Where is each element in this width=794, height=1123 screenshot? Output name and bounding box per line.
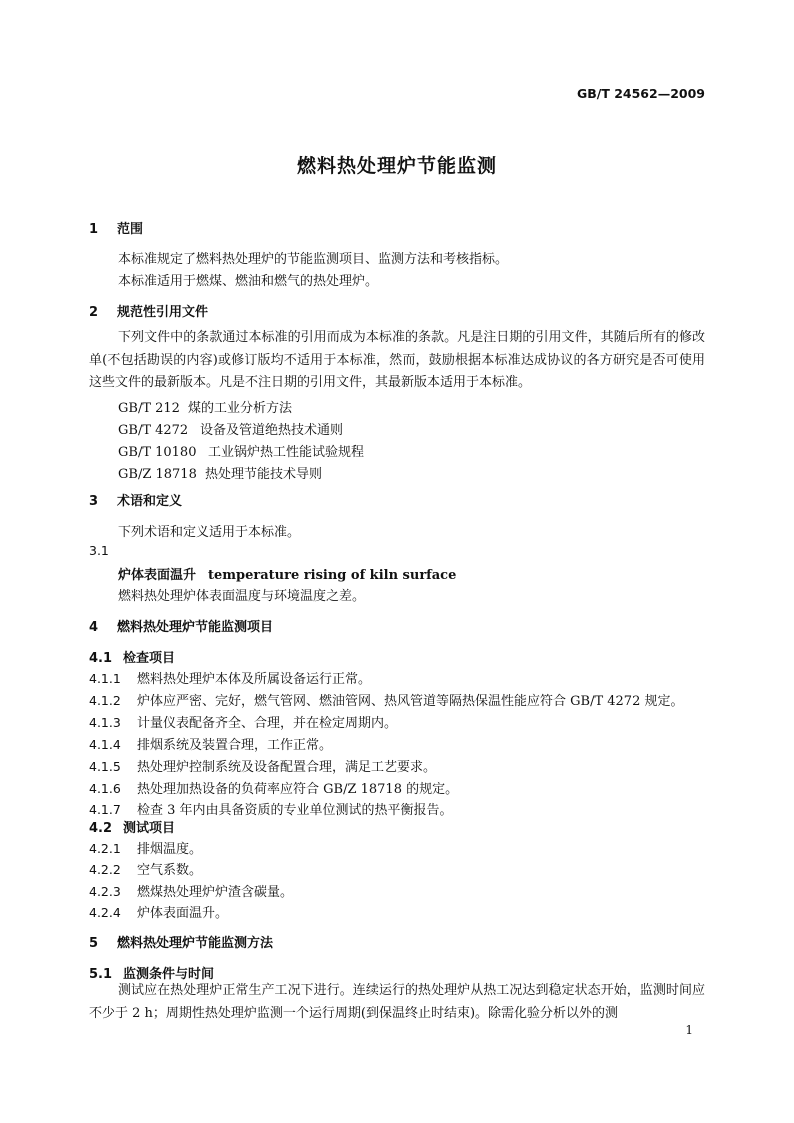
clause-number: 4.1.1 — [89, 671, 121, 686]
subsection-title: 测试项目 — [123, 821, 176, 836]
section-3-para-1: 下列术语和定义适用于本标准。 — [118, 525, 301, 540]
section-2-heading — [89, 301, 208, 320]
clause-number: 4.1.4 — [89, 737, 121, 752]
ref-title: 设备及管道绝热技术通则 — [200, 423, 344, 438]
subsection-4-2-heading — [89, 817, 175, 836]
ref-code: GB/T 10180 — [118, 445, 197, 460]
standard-code: GB/T 24562—2009 — [576, 86, 705, 101]
subsection-title: 检查项目 — [123, 651, 176, 666]
section-number: 2 — [89, 305, 99, 320]
ref-code: GB/T 4272 — [118, 423, 189, 438]
section-1-heading — [89, 218, 143, 237]
section-1-para-1: 本标准规定了燃料热处理炉的节能监测项目、监测方法和考核指标。 — [118, 252, 509, 267]
subsection-number: 4.2 — [89, 821, 113, 836]
subsection-title: 监测条件与时间 — [123, 967, 215, 982]
clause-text: 炉体表面温升。 — [137, 906, 229, 921]
ref-code: GB/Z 18718 — [118, 467, 197, 482]
clause-number: 4.1.3 — [89, 715, 121, 730]
clause-item — [89, 668, 371, 687]
clause-text: 计量仪表配备齐全、合理，并在检定周期内。 — [137, 716, 398, 731]
clause-item — [89, 881, 293, 900]
clause-item — [89, 902, 228, 921]
clause-item — [89, 778, 458, 797]
clause-number: 4.2.1 — [89, 841, 121, 856]
clause-item — [89, 859, 202, 878]
section-2-paragraph: 下列文件中的条款通过本标准的引用而成为本标准的条款。凡是注日期的引用文件，其随后所有的修改单(不包括勘误的内容)或修订版均不适用于本标准，然而，鼓励根据本标准达成协议的各方研究是否可使用这些文件的最新版本。凡是不注日期的引用文件，其最新版本适用于本标准。 — [89, 330, 705, 390]
section-number: 5 — [89, 936, 99, 951]
ref-item — [118, 441, 364, 460]
ref-title: 工业锅炉热工性能试验规程 — [208, 445, 365, 460]
clause-item — [89, 838, 202, 857]
clause-text: 炉体应严密、完好，燃气管网、燃油管网、热风管道等隔热保温性能应符合 GB/T 4272 规定。 — [137, 694, 684, 709]
ref-item — [118, 397, 292, 416]
term-chinese: 炉体表面温升 — [118, 568, 197, 583]
subsection-number: 5.1 — [89, 967, 113, 982]
clause-text: 燃煤热处理炉炉渣含碳量。 — [137, 885, 294, 900]
clause-number: 4.1.7 — [89, 802, 121, 817]
clause-text: 排烟系统及装置合理，工作正常。 — [137, 738, 333, 753]
section-title: 燃料热处理炉节能监测项目 — [117, 620, 274, 635]
page-number: 1 — [685, 1023, 693, 1037]
clause-number: 4.2.2 — [89, 862, 121, 877]
section-title: 术语和定义 — [117, 494, 183, 509]
clause-item — [89, 799, 453, 818]
section-number: 3 — [89, 494, 99, 509]
clause-text: 热处理炉控制系统及设备配置合理，满足工艺要求。 — [137, 760, 437, 775]
clause-text: 排烟温度。 — [137, 842, 203, 857]
section-5-1-paragraph: 测试应在热处理炉正常生产工况下进行。连续运行的热处理炉从热工况达到稳定状态开始，监测时间应不少于 2 h；周期性热处理炉监测一个运行周期(到保温终止时结束)。除需化验分析以外的测 — [89, 983, 705, 1021]
clause-number: 4.2.3 — [89, 884, 121, 899]
section-number: 1 — [89, 222, 99, 237]
clause-text: 热处理加热设备的负荷率应符合 GB/Z 18718 的规定。 — [137, 782, 459, 797]
clause-item — [89, 690, 683, 709]
clause-number: 4.1.6 — [89, 781, 121, 796]
section-title: 规范性引用文件 — [117, 305, 209, 320]
section-3-heading — [89, 490, 182, 509]
clause-item — [89, 734, 332, 753]
subsection-number: 4.1 — [89, 651, 113, 666]
term-heading — [118, 564, 456, 583]
section-5-heading — [89, 932, 273, 951]
ref-title: 煤的工业分析方法 — [188, 401, 293, 416]
subsection-4-1-heading — [89, 647, 175, 666]
section-4-heading — [89, 616, 273, 635]
clause-number: 4.1.2 — [89, 693, 121, 708]
clause-number: 4.2.4 — [89, 905, 121, 920]
ref-title: 热处理节能技术导则 — [205, 467, 323, 482]
clause-text: 检查 3 年内由具备资质的专业单位测试的热平衡报告。 — [137, 803, 453, 818]
ref-item — [118, 419, 343, 438]
document-title: 燃料热处理炉节能监测 — [296, 155, 497, 177]
section-title: 燃料热处理炉节能监测方法 — [117, 936, 274, 951]
clause-item — [89, 756, 436, 775]
term-number: 3.1 — [89, 543, 109, 558]
clause-item — [89, 712, 397, 731]
term-english: temperature rising of kiln surface — [208, 568, 457, 583]
section-title: 范围 — [117, 222, 144, 237]
section-number: 4 — [89, 620, 99, 635]
ref-item — [118, 463, 322, 482]
clause-text: 空气系数。 — [137, 863, 203, 878]
ref-code: GB/T 212 — [118, 401, 180, 416]
term-definition: 燃料热处理炉体表面温度与环境温度之差。 — [118, 589, 366, 604]
clause-number: 4.1.5 — [89, 759, 121, 774]
section-1-para-2: 本标准适用于燃煤、燃油和燃气的热处理炉。 — [118, 274, 379, 289]
clause-text: 燃料热处理炉本体及所属设备运行正常。 — [137, 672, 372, 687]
